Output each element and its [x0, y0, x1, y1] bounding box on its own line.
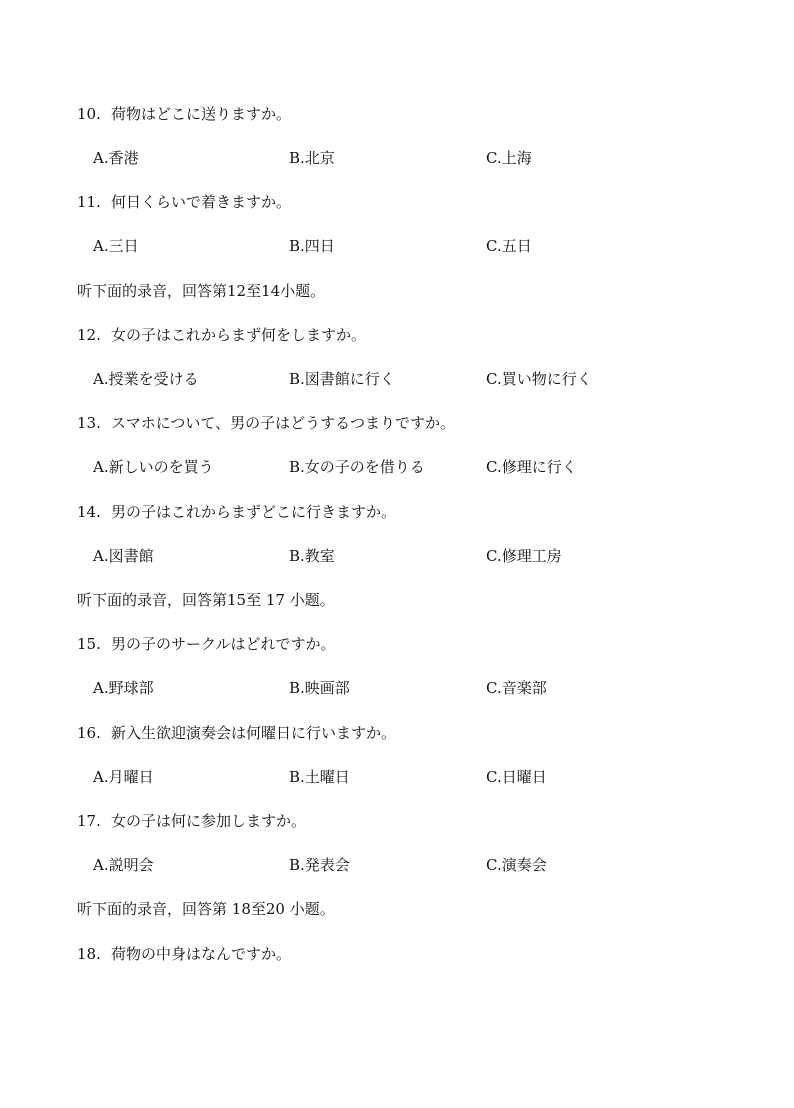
option-a: A.三日: [93, 237, 139, 255]
question-18: [77, 944, 291, 964]
question-text: 女の子はこれからまず何をしますか。: [111, 326, 367, 344]
option-c: C.上海: [486, 149, 532, 167]
question-13: [77, 413, 455, 433]
question-10: [77, 104, 291, 124]
section-instruction: 听下面的录音，回答第15至 17 小题。: [77, 591, 335, 609]
section-instruction: 听下面的录音，回答第 18至20 小题。: [77, 900, 335, 918]
option-b: B.映画部: [289, 679, 350, 697]
question-number: 15.: [77, 635, 101, 653]
option-c: C.音楽部: [486, 679, 547, 697]
option-b: B.四日: [289, 237, 335, 255]
question-number: 12.: [77, 326, 101, 344]
option-c: C.五日: [486, 237, 532, 255]
question-11: [77, 192, 291, 212]
option-c: C.日曜日: [486, 768, 547, 786]
option-b: B.北京: [289, 149, 335, 167]
option-a: A.説明会: [93, 856, 154, 874]
question-text: 新入生欲迎演奏会は何曜日に行いますか。: [111, 724, 397, 742]
option-b: B.教室: [289, 547, 335, 565]
option-b: B.発表会: [289, 856, 350, 874]
option-a: A.野球部: [93, 679, 154, 697]
question-text: 男の子のサークルはどれですか。: [111, 635, 336, 653]
question-text: 男の子はこれからまずどこに行きますか。: [111, 503, 397, 521]
question-number: 16.: [77, 724, 101, 742]
question-number: 18.: [77, 945, 101, 963]
question-text: スマホについて、男の子はどうするつまりですか。: [111, 414, 455, 432]
option-c: C.修理工房: [486, 547, 562, 565]
question-15: [77, 634, 336, 654]
question-text: 何日くらいで着きますか。: [111, 193, 292, 211]
option-a: A.図書館: [93, 547, 154, 565]
question-number: 10.: [77, 105, 101, 123]
question-text: 荷物の中身はなんですか。: [111, 945, 292, 963]
option-c: C.演奏会: [486, 856, 547, 874]
option-b: B.女の子のを借りる: [289, 458, 425, 476]
question-number: 13.: [77, 414, 101, 432]
question-16: [77, 723, 396, 743]
option-b: B.図書館に行く: [289, 370, 395, 388]
option-a: A.授業を受ける: [93, 370, 199, 388]
question-number: 14.: [77, 503, 101, 521]
option-b: B.土曜日: [289, 768, 350, 786]
option-c: C.修理に行く: [486, 458, 577, 476]
question-number: 17.: [77, 812, 101, 830]
option-a: A.月曜日: [93, 768, 154, 786]
question-17: [77, 811, 306, 831]
question-14: [77, 502, 396, 522]
question-number: 11.: [77, 193, 101, 211]
question-text: 女の子は何に参加しますか。: [111, 812, 307, 830]
question-12: [77, 325, 366, 345]
option-a: A.新しいのを買う: [93, 458, 214, 476]
section-instruction: 听下面的录音，回答第12至14小题。: [77, 282, 326, 300]
option-a: A.香港: [93, 149, 139, 167]
question-text: 荷物はどこに送りますか。: [111, 105, 292, 123]
option-c: C.買い物に行く: [486, 370, 592, 388]
